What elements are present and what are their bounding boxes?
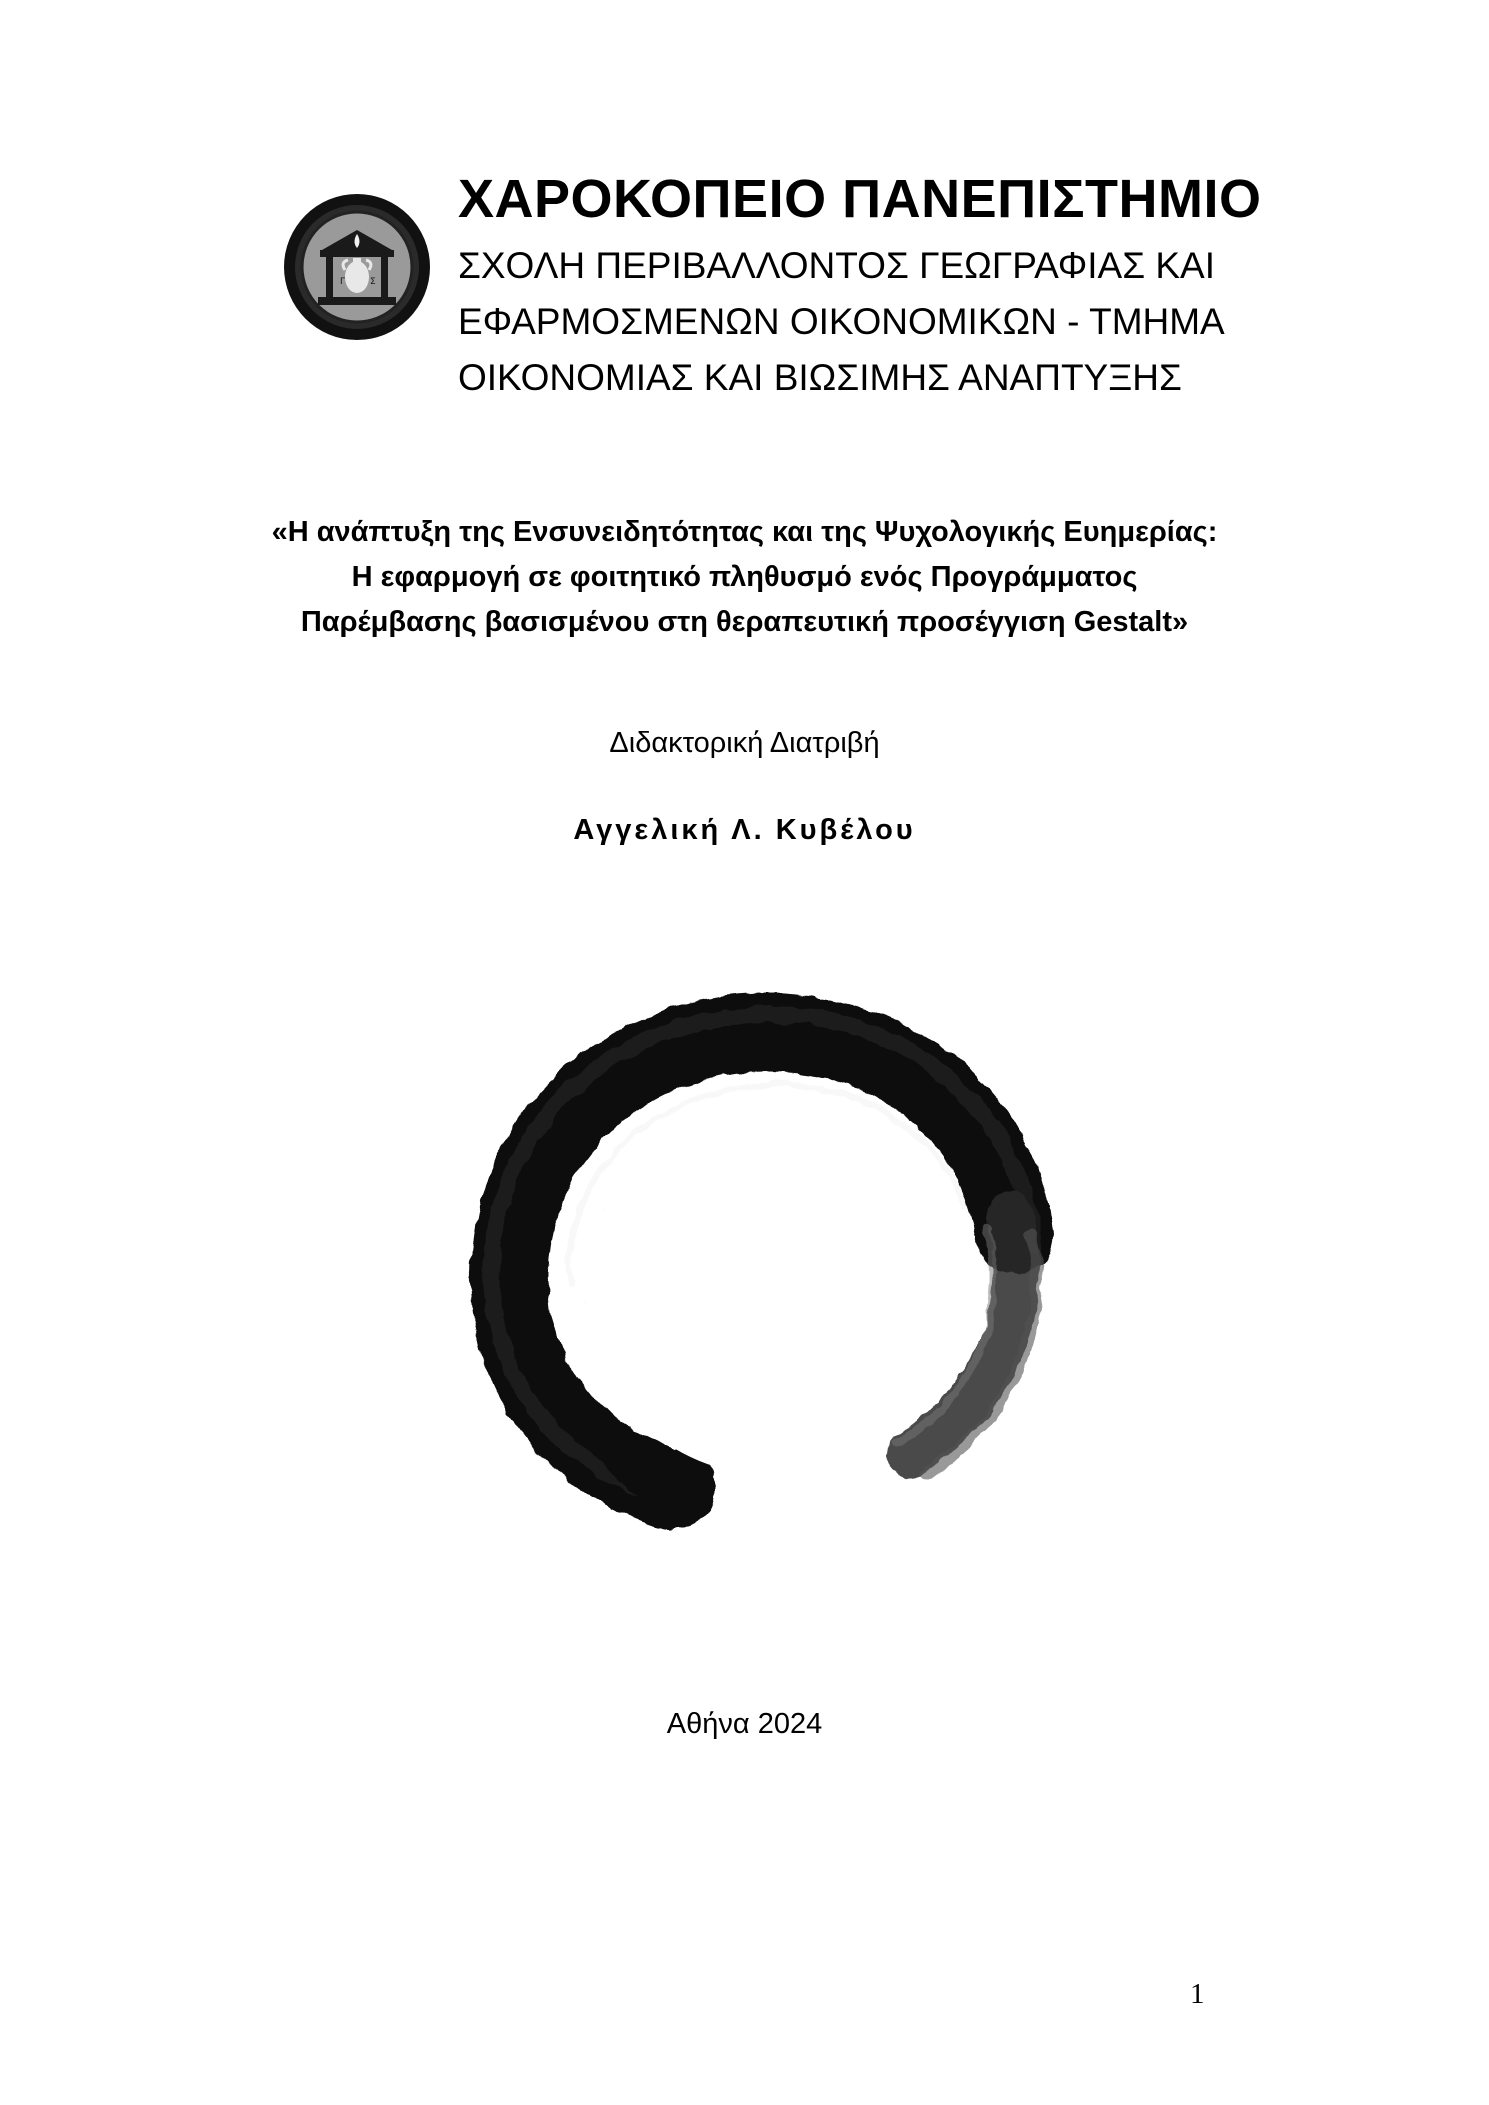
author-name: Αγγελική Λ. Κυβέλου [573,814,916,846]
thesis-title-line-2: Η εφαρμογή σε φοιτητικό πληθυσμό ενός Προγράμματος [351,561,1138,593]
school-line-1: ΣΧΟΛΗ ΠΕΡΙΒΑΛΛΟΝΤΟΣ ΓΕΩΓΡΑΦΙΑΣ ΚΑΙ [458,245,1216,286]
university-seal-icon [282,192,432,342]
school-line-3: ΟΙΚΟΝΟΜΙΑΣ ΚΑΙ ΒΙΩΣΙΜΗΣ ΑΝΑΠΤΥΞΗΣ [458,357,1182,398]
thesis-type: Διδακτορική Διατριβή [609,727,880,759]
thesis-title-line-1: «Η ανάπτυξη της Ενσυνειδητότητας και της Ψυχολογικής Ευημερίας: [271,516,1218,548]
svg-text:Σ: Σ [370,277,376,287]
place-year: Αθήνα 2024 [666,1708,823,1740]
svg-text:Γ: Γ [340,277,346,287]
page-number: 1 [1190,1978,1205,2010]
enso-circle-icon [440,985,1070,1555]
thesis-title-line-3: Παρέμβασης βασισμένου στη θεραπευτική προσέγγιση Gestalt» [300,606,1189,638]
school-line-2: ΕΦΑΡΜΟΣΜΕΝΩΝ ΟΙΚΟΝΟΜΙΚΩΝ - ΤΜΗΜΑ [458,301,1225,342]
university-name: ΧΑΡΟΚΟΠΕΙΟ ΠΑΝΕΠΙΣΤΗΜΙΟ [458,169,1262,229]
